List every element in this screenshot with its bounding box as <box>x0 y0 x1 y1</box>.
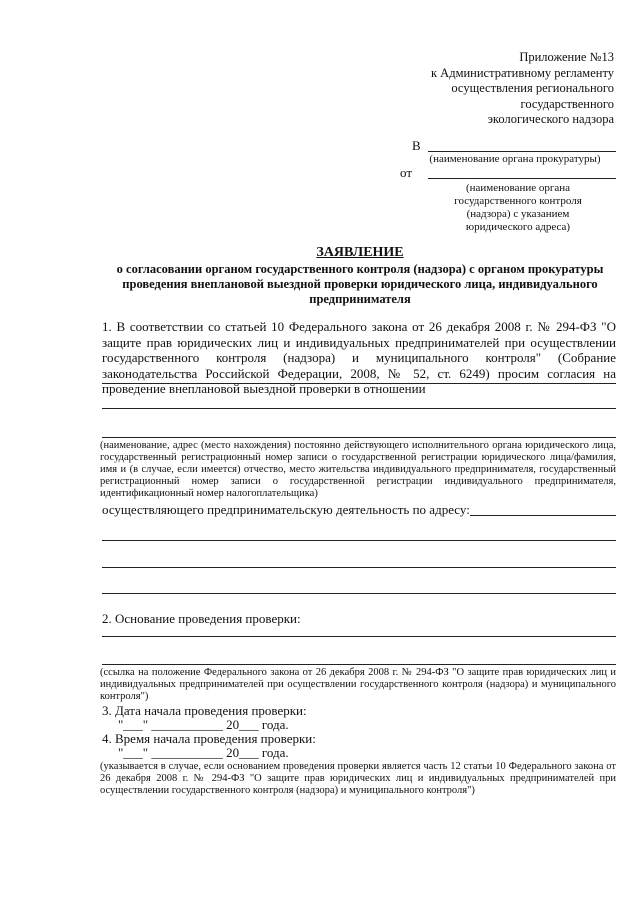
start-time-note: (указывается в случае, если основанием проведения проверки является часть 12 статьи 10 Федерального закона от 26 декабря 2008 г. № 294-ФЗ "О защите прав юридических лиц и индивидуальных предпринимателей при осуществлении государственного контроля (надзора) и муниципального контроля") <box>100 761 616 796</box>
appendix-header <box>380 50 614 128</box>
address-line[interactable] <box>102 593 616 594</box>
subject-line[interactable] <box>102 383 616 384</box>
to-label: В <box>412 138 421 153</box>
address-label: осуществляющего предпринимательскую деятельность по адресу: <box>102 502 470 517</box>
section1-text: 1. В соответствии со статьей 10 Федерального закона от 26 декабря 2008 г. № 294-ФЗ "О защите прав юридических лиц и индивидуальных предпринимателей при осуществлении государственного контроля (надзора) и муниципального контроля" (Собрание законодательства Российской Федерации, 2008, № 52, ст. 6249) просим согласия на проведение внеплановой выездной проверки в отношении <box>102 319 616 396</box>
basis-line[interactable] <box>102 664 616 665</box>
appendix-line: экологического надзора <box>487 112 614 126</box>
start-date-label: 3. Дата начала проведения проверки: <box>102 703 307 718</box>
start-date-field[interactable]: "___" ___________ 20___ года. <box>118 717 289 732</box>
from-caption <box>440 182 596 234</box>
address-line[interactable] <box>470 515 616 516</box>
from-label: от <box>400 165 413 180</box>
basis-caption: (ссылка на положение Федерального закона от 26 декабря 2008 г. № 294-ФЗ "О защите прав юридических лиц и индивидуальных предпринимателей при осуществлении государственного контроля (надзора) и муниципального контроля") <box>100 667 616 702</box>
appendix-line: к Административному регламенту <box>430 65 614 80</box>
address-line[interactable] <box>102 567 616 568</box>
from-field-line[interactable] <box>428 178 616 179</box>
subject-caption: (наименование, адрес (место нахождения) постоянно действующего исполнительного органа юридического лица, государственный регистрационный номер записи о государственной регистрации юридического лица/фамилия, имя и (в случае, если имеется) отчество, место жительства индивидуального предпринимателя, государственный регистрационный номер записи о государственной регистрации индивидуального предпринимателя, идентификационный номер налогоплательщика) <box>100 440 616 499</box>
basis-line[interactable] <box>102 636 616 637</box>
from-caption-line: (надзора) с указанием <box>466 208 570 220</box>
start-time-field[interactable]: "___" ___________ 20___ года. <box>118 745 289 760</box>
subtitle-line: о согласовании органом государственного контроля (надзора) с органом прокуратуры <box>116 262 604 276</box>
start-time-label: 4. Время начала проведения проверки: <box>102 731 316 746</box>
document-title: ЗАЯВЛЕНИЕ <box>316 245 404 260</box>
to-field-line[interactable] <box>428 151 616 152</box>
from-caption-line: юридического адреса) <box>465 221 571 233</box>
subtitle-line: проведения внеплановой выездной проверки юридического лица, индивидуального <box>122 277 598 291</box>
appendix-line: Приложение №13 <box>519 50 614 64</box>
subtitle-line: предпринимателя <box>309 292 411 306</box>
subject-line[interactable] <box>102 408 616 409</box>
to-caption: (наименование органа прокуратуры) <box>429 153 601 165</box>
appendix-line: осуществления регионального <box>451 81 614 95</box>
from-caption-line: государственного контроля <box>454 195 582 207</box>
subject-line[interactable] <box>102 437 616 438</box>
from-caption-line: (наименование органа <box>465 182 571 194</box>
address-line[interactable] <box>102 540 616 541</box>
appendix-line: государственного <box>520 96 614 111</box>
document-subtitle <box>90 262 630 307</box>
basis-label: 2. Основание проведения проверки: <box>102 611 301 626</box>
